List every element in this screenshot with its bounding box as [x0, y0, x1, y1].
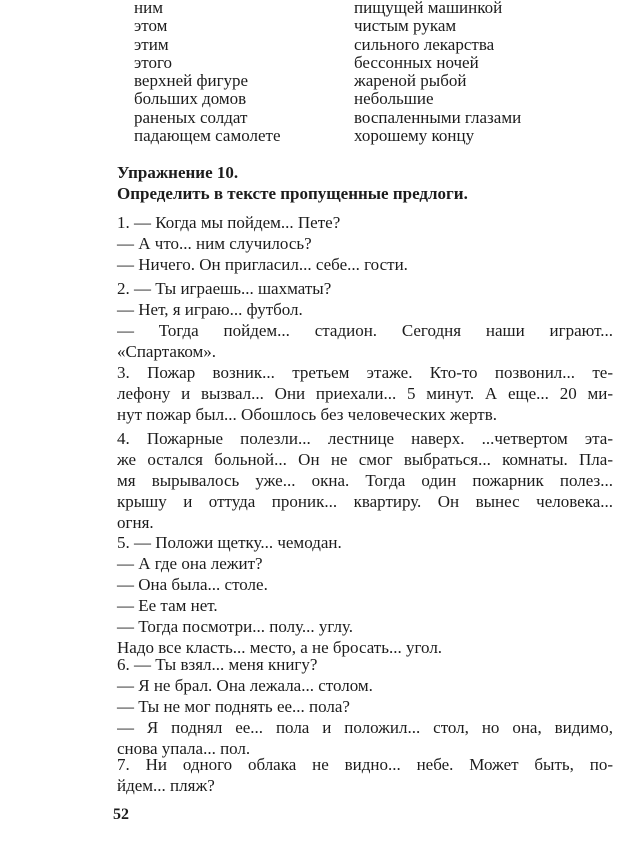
word-right: пищущей машинкой	[354, 0, 503, 17]
word-right: бессонных ночей	[354, 52, 479, 72]
text-line: — Нет, я играю... футбол.	[117, 300, 303, 319]
exercise-item-3	[117, 362, 613, 425]
word-list-row	[0, 54, 620, 72]
text-line: йдем... пляж?	[117, 776, 215, 795]
word-right: хорошему концу	[354, 126, 475, 146]
text-line: 5. — Положи щетку... чемодан.	[117, 533, 342, 552]
text-line: 1. — Когда мы пойдем... Пете?	[117, 213, 341, 232]
text-line: — Тогда пойдем... стадион. Сегодня наши играют...	[117, 321, 613, 340]
exercise-item-1	[117, 212, 613, 275]
word-right: жареной рыбой	[354, 71, 467, 91]
word-list-row	[0, 72, 620, 90]
word-list-row	[0, 90, 620, 108]
exercise-item-7	[117, 754, 613, 796]
word-list-row	[0, 17, 620, 35]
word-left: раненых солдат	[134, 107, 248, 127]
word-list-row	[0, 109, 620, 127]
text-line: 2. — Ты играешь... шахматы?	[117, 279, 332, 298]
text-line: 6. — Ты взял... меня книгу?	[117, 655, 318, 674]
word-list	[0, 0, 620, 145]
word-right: небольшие	[354, 89, 434, 109]
word-left: этого	[134, 52, 173, 72]
text-line: — Я не брал. Она лежала... столом.	[117, 676, 373, 695]
word-list-row	[0, 36, 620, 54]
text-line: снова упала... пол.	[117, 739, 251, 758]
text-line: Надо все класть... место, а не бросать... угол.	[117, 638, 443, 657]
exercise-item-5	[117, 532, 613, 658]
exercise-title: Упражнение 10.	[117, 163, 239, 182]
exercise-heading	[117, 162, 617, 204]
text-line: — А где она лежит?	[117, 554, 263, 573]
word-list-row	[0, 127, 620, 145]
text-line: же остался больной... Он не смог выбраться... комнаты. Пла-	[117, 450, 613, 469]
word-left: этом	[134, 16, 168, 36]
word-right: воспаленными глазами	[354, 107, 522, 127]
text-line: — Она была... столе.	[117, 575, 268, 594]
word-left: ним	[134, 0, 163, 17]
text-line: — Тогда посмотри... полу... углу.	[117, 617, 354, 636]
word-left: падающем самолете	[134, 126, 281, 146]
text-line: огня.	[117, 513, 154, 532]
text-line: 7. Ни одного облака не видно... небе. Может быть, по-	[117, 755, 613, 774]
text-line: 4. Пожарные полезли... лестнице наверх. ...четвертом эта-	[117, 429, 613, 448]
word-right: чистым рукам	[354, 16, 457, 36]
word-left: больших домов	[134, 89, 247, 109]
exercise-item-6	[117, 654, 613, 759]
text-line: мя вырывалось уже... окна. Тогда один пожарник полез...	[117, 471, 613, 490]
text-line: — Я поднял ее... пола и положил... стол, но она, видимо,	[117, 718, 613, 737]
text-line: «Спартаком».	[117, 342, 217, 361]
word-left: этим	[134, 34, 169, 54]
page-number: 52	[113, 806, 129, 823]
exercise-instruction: Определить в тексте пропущенные предлоги.	[117, 184, 468, 203]
text-line: — Ее там нет.	[117, 596, 218, 615]
text-line: — Ты не мог поднять ее... пола?	[117, 697, 350, 716]
text-line: крышу и оттуда проник... квартиру. Он вынес человека...	[117, 492, 613, 511]
text-line: лефону и вызвал... Они приехали... 5 минут. А еще... 20 ми-	[117, 384, 613, 403]
word-left: верхней фигуре	[134, 71, 249, 91]
text-line: 3. Пожар возник... третьем этаже. Кто-то позвонил... те-	[117, 363, 613, 382]
word-list-row	[0, 0, 620, 17]
word-right: сильного лекарства	[354, 34, 495, 54]
text-line: — Ничего. Он пригласил... себе... гости.	[117, 255, 408, 274]
exercise-item-2	[117, 278, 613, 362]
text-line: нут пожар был... Обошлось без человеческих жертв.	[117, 405, 498, 424]
text-line: — А что... ним случилось?	[117, 234, 312, 253]
exercise-item-4	[117, 428, 613, 533]
